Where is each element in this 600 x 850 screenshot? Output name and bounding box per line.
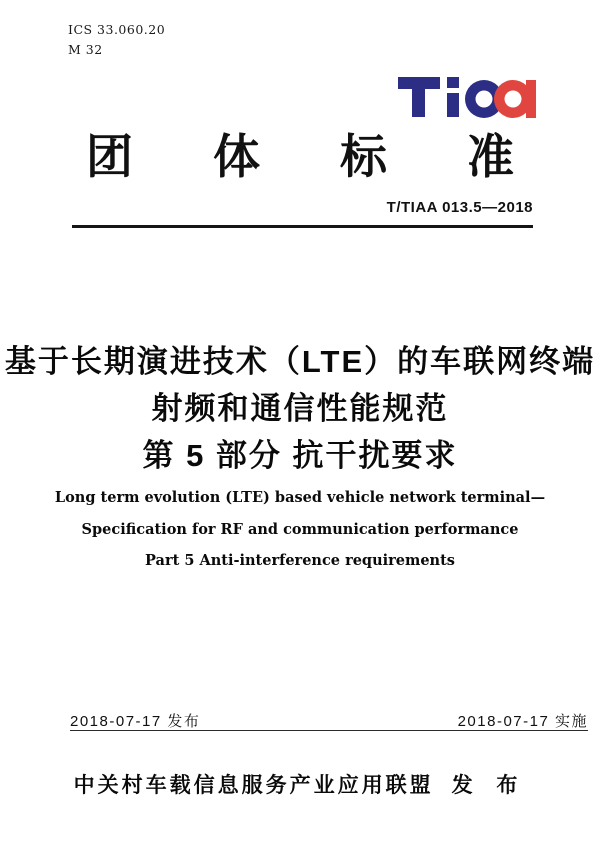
title-en-line3: Part 5 Anti-interference requirements — [145, 552, 455, 569]
standard-number: T/TIAA 013.5—2018 — [386, 199, 533, 216]
classification-code: M 32 — [68, 42, 103, 57]
title-zh-line3: 第 5 部分 抗干扰要求 — [142, 438, 458, 473]
title-en-line2: Specification for RF and communication performance — [81, 520, 519, 538]
title-en — [0, 482, 600, 577]
ics-codes — [68, 20, 165, 60]
header-divider — [72, 225, 533, 228]
tiaa-logo-icon — [397, 66, 545, 124]
issue-date: 2018-07-17 发布 — [70, 713, 201, 730]
implement-date: 2018-07-17 实施 — [457, 713, 588, 730]
publisher-name: 中关村车载信息服务产业应用联盟 — [73, 774, 434, 797]
doc-type-char: 体 — [213, 130, 260, 183]
doc-type-char: 标 — [340, 130, 387, 183]
doc-type-char: 团 — [86, 130, 133, 183]
title-zh-line2: 射频和通信性能规范 — [151, 391, 449, 426]
ics-code: ICS 33.060.20 — [68, 22, 166, 37]
date-band — [70, 710, 588, 731]
title-zh-line1: 基于长期演进技术（LTE）的车联网终端 — [4, 344, 596, 379]
publish-action-label: 发 布 — [451, 774, 527, 797]
title-zh — [0, 338, 600, 479]
footer-divider — [70, 730, 588, 731]
title-en-line1: Long term evolution (LTE) based vehicle network terminal— — [54, 489, 546, 506]
tiaa-logo — [397, 66, 545, 124]
doc-type-heading — [86, 127, 514, 187]
publisher-line — [0, 769, 600, 799]
doc-type-char: 准 — [467, 130, 514, 183]
